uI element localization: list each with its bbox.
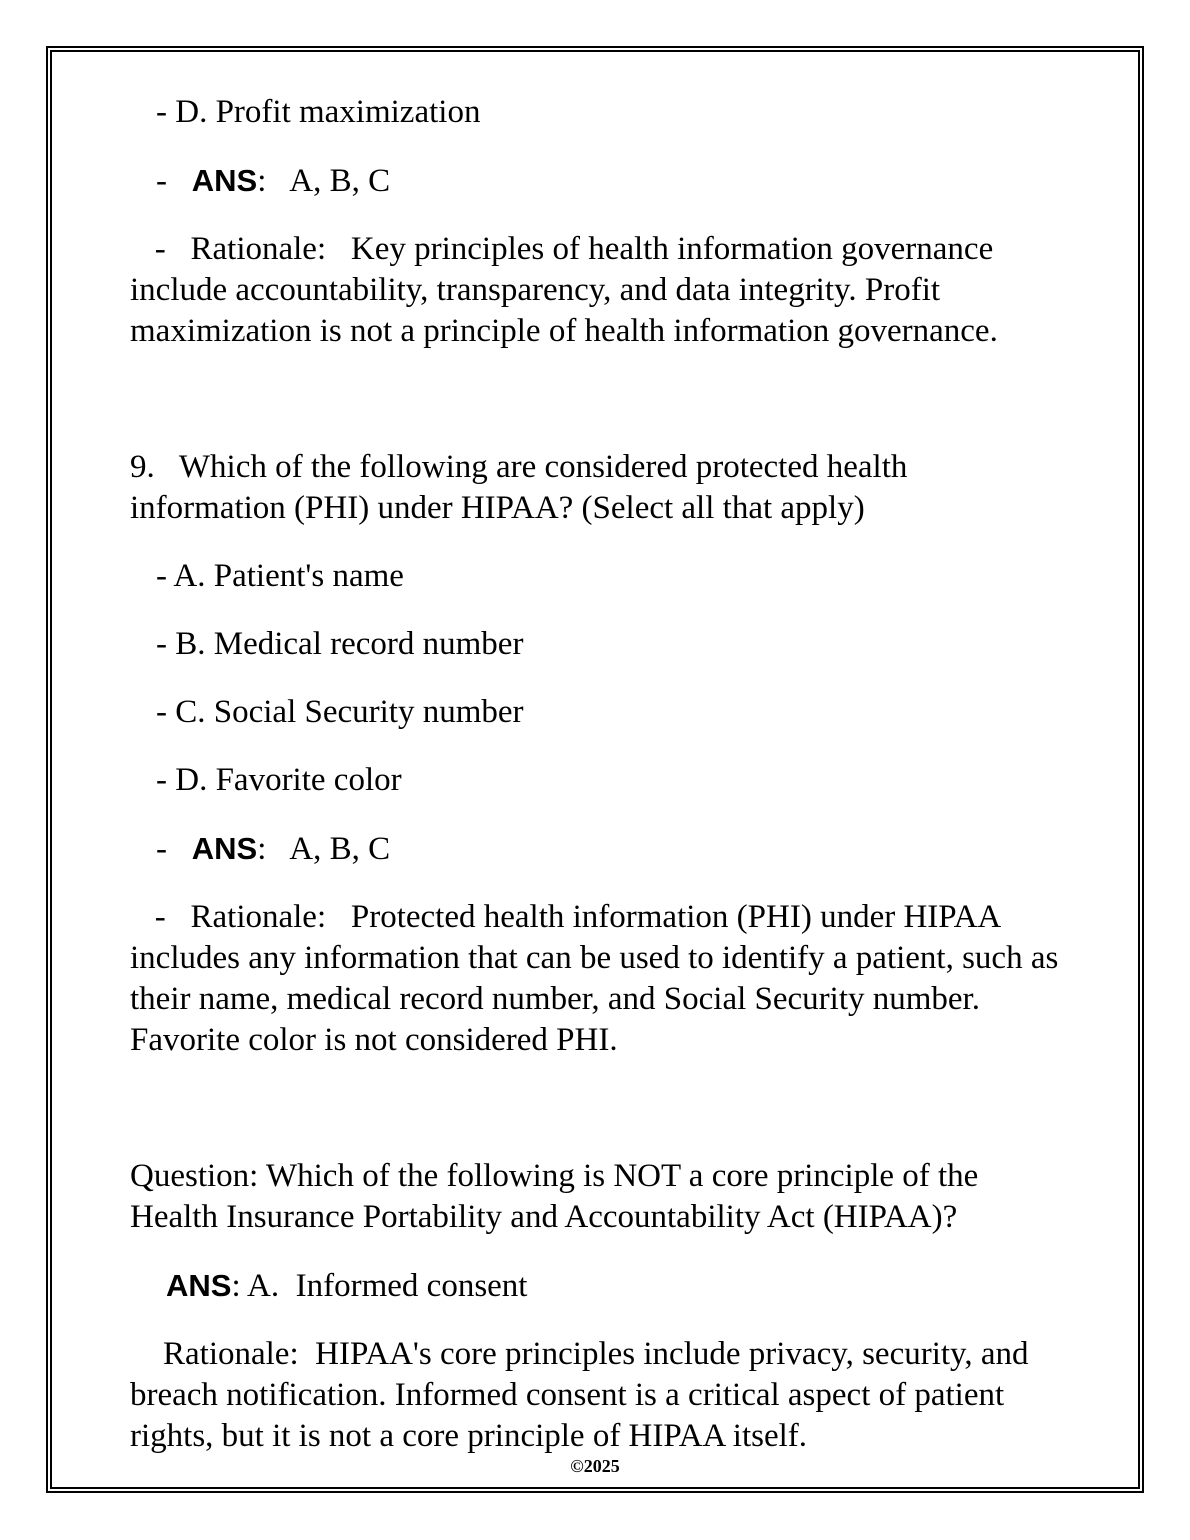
- ans-value: : A, B, C: [257, 163, 391, 199]
- answer-line: [130, 1265, 1070, 1307]
- ans-label: ANS: [191, 831, 258, 866]
- option-c: - C. Social Security number: [156, 694, 524, 730]
- rationale: Rationale: HIPAA's core principles include privacy, security, and breach notification. Informed consent is a critical aspect of patient rights, but it is not a core principle of HIPAA itself.: [130, 1336, 1037, 1454]
- option-d: - D. Profit maximization: [156, 94, 481, 130]
- spacer: [130, 1088, 1070, 1156]
- ans-value: : A. Informed consent: [231, 1268, 528, 1304]
- option-b: - B. Medical record number: [156, 626, 524, 662]
- answer-line: [130, 828, 1070, 870]
- question-stem: Question: Which of the following is NOT a core principle of the Health Insurance Portability and Accountability Act (HIPAA)?: [130, 1158, 987, 1235]
- ans-value: : A, B, C: [257, 831, 391, 867]
- ans-label: ANS: [191, 163, 258, 198]
- copyright-footer: ©2025: [570, 1456, 620, 1476]
- question-9-stem: 9. Which of the following are considered protected health information (PHI) under HIPAA? (Select all that apply): [130, 449, 916, 526]
- ans-label: ANS: [166, 1268, 232, 1303]
- spacer: [130, 379, 1070, 447]
- option-d: - D. Favorite color: [156, 762, 402, 798]
- rationale: - Rationale: Protected health information (PHI) under HIPAA includes any information that can be used to identify a patient, such as their name, medical record number, and Social Security number. Favorite color is not considered PHI.: [130, 899, 1067, 1058]
- ans-prefix: -: [156, 831, 192, 867]
- option-a: - A. Patient's name: [156, 558, 404, 594]
- ans-prefix: -: [156, 163, 192, 199]
- rationale: - Rationale: Key principles of health information governance include accountability, transparency, and data integrity. Profit maximization is not a principle of health information governance.: [130, 231, 1002, 349]
- document-body: [130, 92, 1070, 1484]
- answer-line: [130, 160, 1070, 202]
